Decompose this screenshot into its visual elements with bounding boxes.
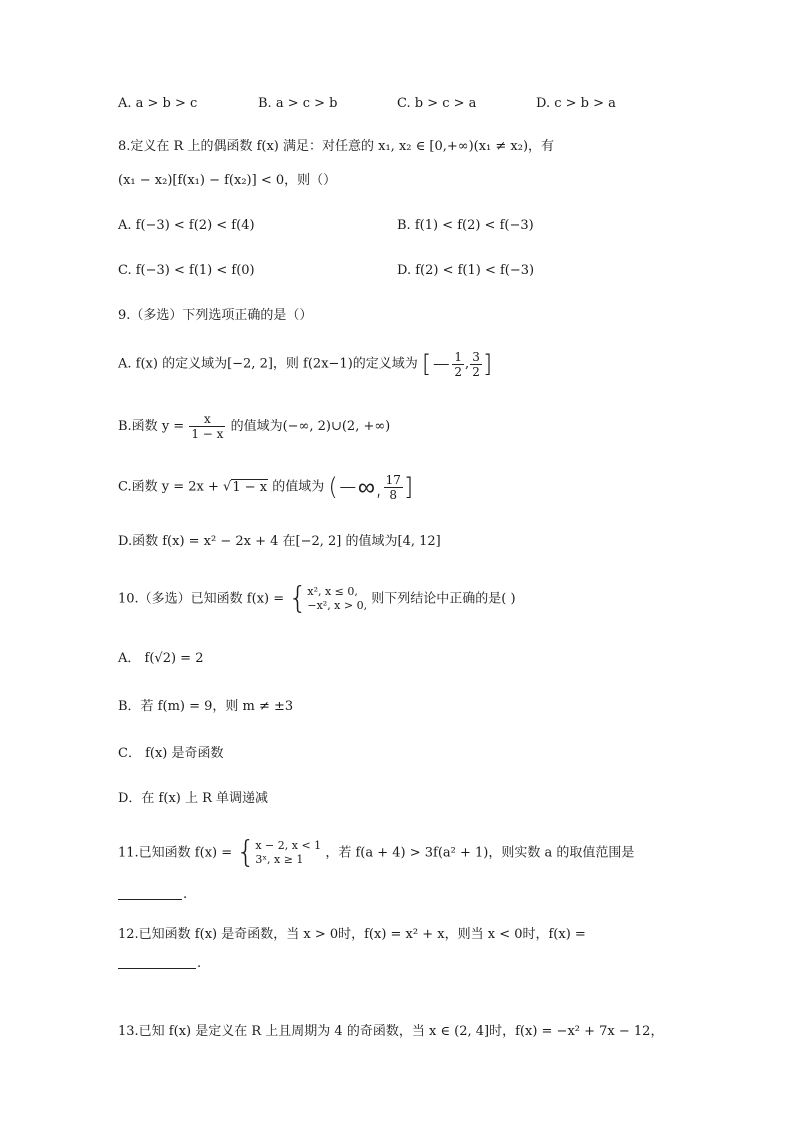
q9-stem: 9.（多选）下列选项正确的是（） (118, 308, 313, 323)
q11-stem-post: ，若 f(a + 4) > 3f(a² + 1)，则实数 a 的取值范围是 (325, 845, 635, 861)
q9-option-a-text: A. f(x) 的定义域为[−2, 2]，则 f(2x−1)的定义域为 (118, 356, 418, 372)
q11-case-1: x − 2, x < 1 (255, 839, 322, 852)
q9-option-a-left-bracket: [− (421, 350, 452, 378)
q9-option-b (118, 411, 390, 443)
q10-stem (118, 582, 516, 617)
q7-option-c: C. b > c > a (397, 96, 477, 111)
numerator: 1 (454, 349, 463, 364)
q9-option-a-fraction-2 (470, 350, 482, 379)
q11-answer-blank[interactable] (118, 899, 182, 900)
q11-case-2: 3ˣ, x ≥ 1 (255, 853, 304, 866)
q9-option-b-range: 的值域为(−∞, 2)∪(2, +∞) (230, 419, 391, 434)
q9-option-b-fraction (189, 412, 225, 441)
q10-stem-pre: 10.（多选）已知函数 f(x) = (118, 591, 285, 607)
q12-period: . (197, 956, 202, 971)
q10-case-1: x², x ≤ 0, (307, 585, 358, 598)
q9-option-c-sqrt: 1 − x (232, 479, 268, 495)
q10-option-b: B．若 f(m) = 9，则 m ≠ ±3 (118, 699, 294, 714)
denominator: 2 (454, 364, 463, 379)
q9-option-c-right: ] (403, 473, 414, 501)
q9-option-a (118, 348, 492, 381)
q9-option-c-text: C.函数 y = 2x + (118, 479, 219, 495)
q9-option-a-fraction-1 (452, 350, 464, 379)
q9-option-d: D.函数 f(x) = x² − 2x + 4 在[−2, 2] 的值域为[4, 12] (118, 534, 441, 549)
numerator: x (189, 412, 225, 427)
q8-stem-line1: 8.定义在 R 上的偶函数 f(x) 满足：对任意的 x₁, x₂ ∈ [0,+∞)(x₁ ≠ x₂)，有 (118, 139, 555, 154)
q11-piecewise (255, 839, 321, 867)
q13-stem: 13.已知 f(x) 是定义在 R 上且周期为 4 的奇函数，当 x ∈ (2, 4]时，f(x) = −x² + 7x − 12， (118, 1024, 664, 1039)
q8-option-b: B. f(1) < f(2) < f(−3) (397, 218, 534, 233)
q11-brace: { (236, 835, 256, 870)
q7-option-b: B. a > c > b (258, 96, 338, 111)
q10-piecewise (307, 585, 367, 613)
denominator: 1 − x (191, 427, 224, 441)
numerator: 17 (385, 472, 401, 487)
q10-stem-post: 则下列结论中正确的是( ) (371, 591, 516, 607)
denominator: 2 (472, 364, 480, 379)
q11-stem-pre: 11.已知函数 f(x) = (118, 845, 233, 861)
q10-option-d: D．在 f(x) 上 R 单调递减 (118, 791, 269, 806)
q8-option-a: A. f(−3) < f(2) < f(4) (118, 218, 255, 233)
q12-answer-blank[interactable] (118, 968, 196, 969)
comma: , (465, 356, 470, 372)
q11-stem (118, 836, 634, 871)
q8-stem-line2: (x₁ − x₂)[f(x₁) − f(x₂)] < 0，则（） (118, 173, 337, 188)
denominator: 8 (389, 487, 398, 502)
q9-option-b-text: B.函数 y = (118, 419, 185, 434)
q9-option-c: C.函数 y = 2x + √1 − x 的值域为 (−∞, $\frac{17}{8}$ ] (118, 472, 414, 502)
q8-option-c: C. f(−3) < f(1) < f(0) (118, 263, 255, 278)
q10-brace: { (288, 581, 308, 616)
numerator: 3 (472, 349, 480, 364)
q7-option-d: D. c > b > a (536, 96, 616, 111)
q10-option-a: A． f(√2) = 2 (118, 651, 204, 666)
q10-option-c: C． f(x) 是奇函数 (118, 746, 224, 761)
q9-option-c-fraction (384, 473, 403, 502)
q8-option-d: D. f(2) < f(1) < f(−3) (397, 263, 535, 278)
q11-period: . (183, 887, 188, 902)
q9-option-c-mid: 的值域为 (272, 479, 325, 495)
q12-stem: 12.已知函数 f(x) 是奇函数，当 x > 0时，f(x) = x² + x，则当 x < 0时，f(x) = (118, 927, 586, 942)
q9-option-c-left: (−∞, (328, 473, 383, 501)
q10-case-2: −x², x > 0, (307, 599, 368, 612)
q9-option-a-right-bracket: ] (482, 350, 493, 378)
q7-option-a: A. a > b > c (118, 96, 198, 111)
